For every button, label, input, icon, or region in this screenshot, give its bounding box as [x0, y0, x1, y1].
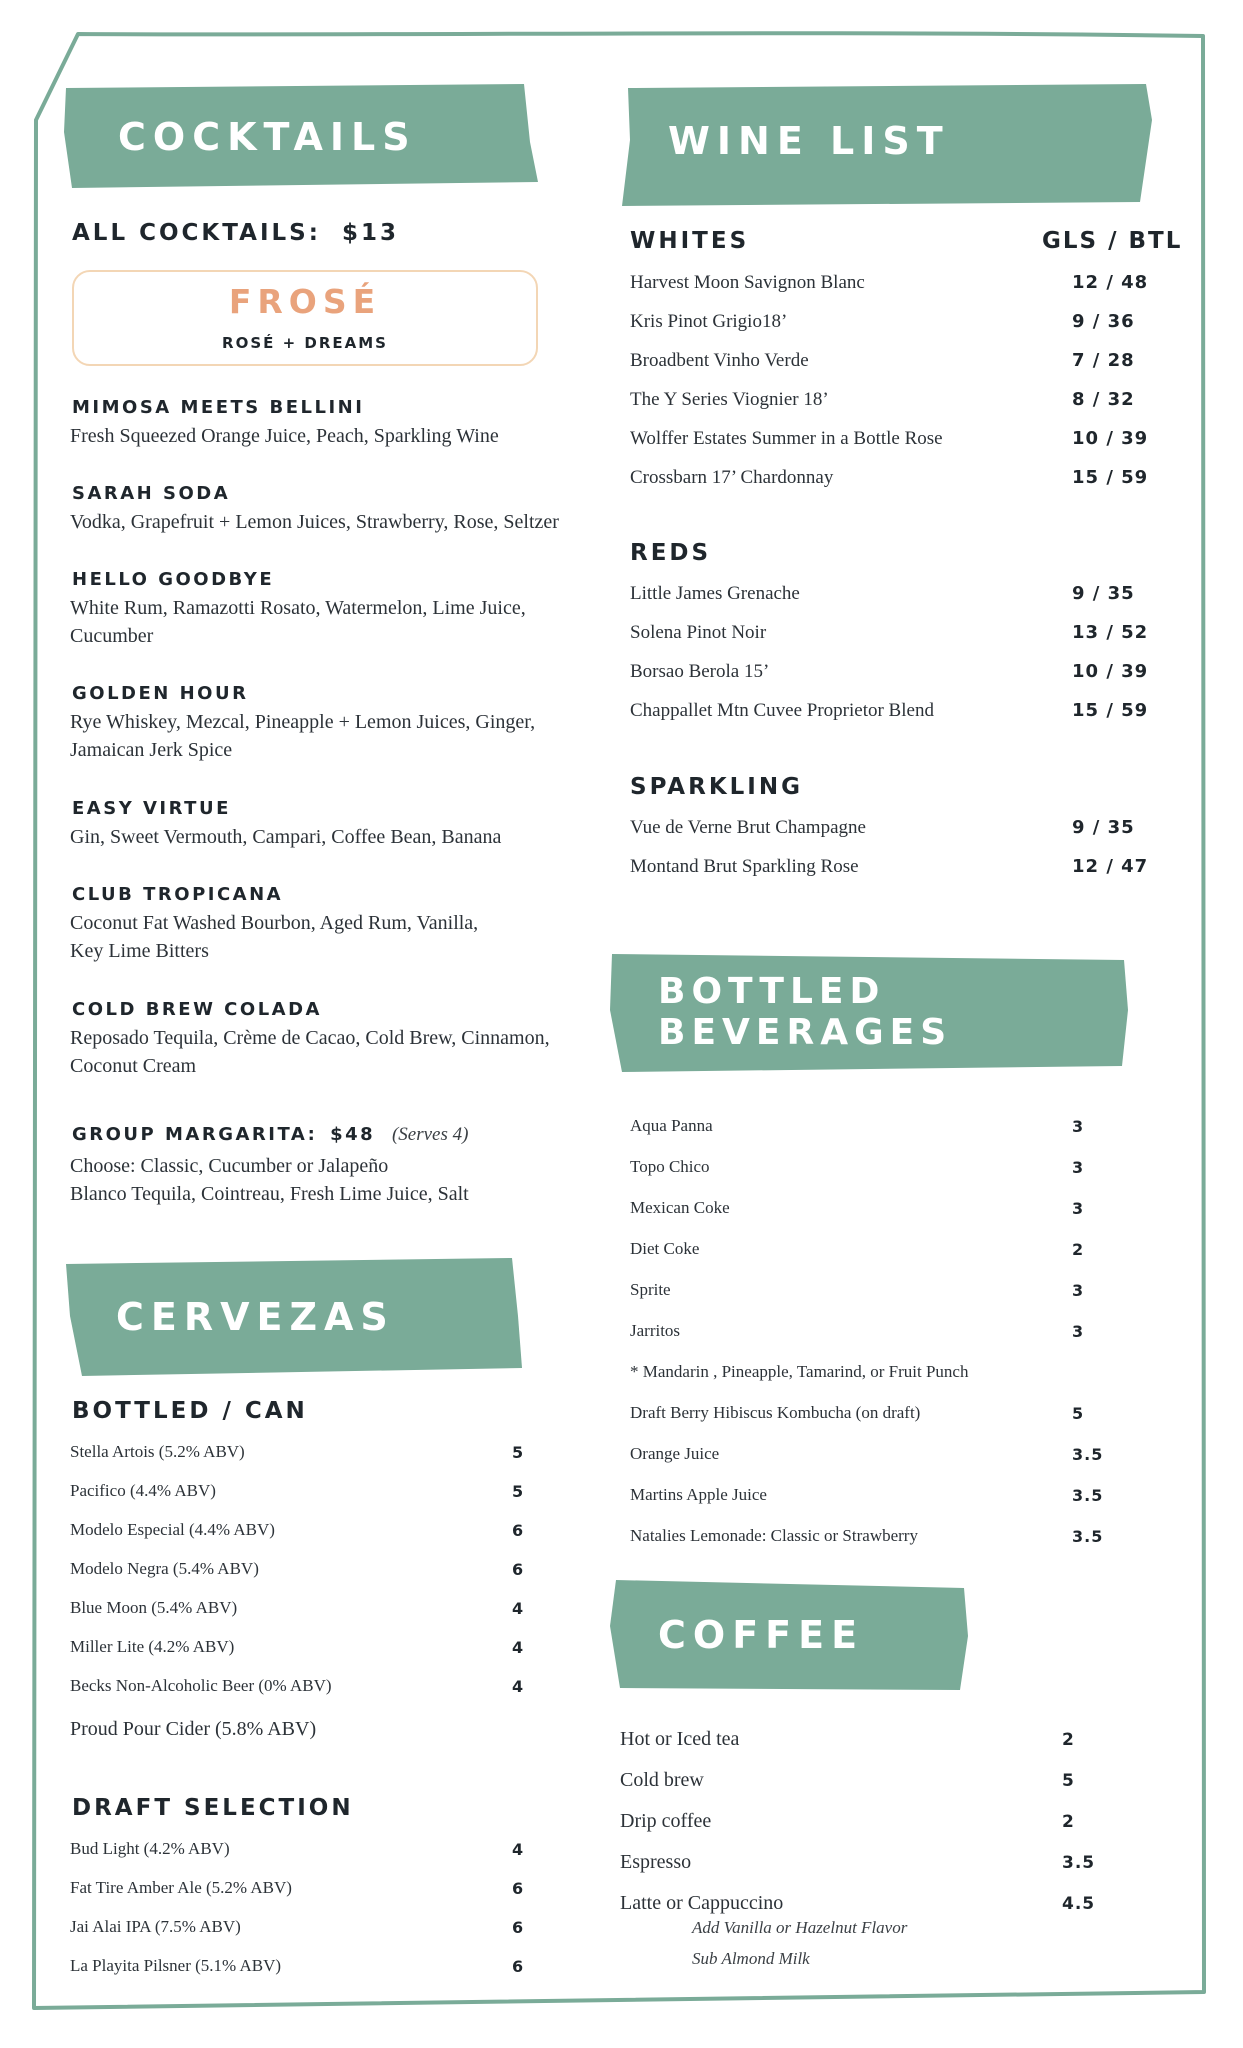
cocktail-desc: Cucumber	[70, 625, 154, 647]
cocktails-title: COCKTAILS	[118, 115, 417, 159]
wine-price: 13 / 52	[1072, 622, 1149, 643]
wine-item: Montand Brut Sparkling Rose	[630, 856, 859, 877]
coffee-item: Latte or Cappuccino	[620, 1892, 784, 1914]
beverage-price: 3.5	[1072, 1486, 1104, 1505]
wine-item: Kris Pinot Grigio18’	[630, 311, 788, 332]
wine-price: 10 / 39	[1072, 428, 1149, 449]
wine-item: Solena Pinot Noir	[630, 622, 767, 643]
wine-item: Crossbarn 17’ Chardonnay	[630, 467, 834, 488]
wine-price: 9 / 35	[1072, 583, 1135, 604]
wine-item: Wolffer Estates Summer in a Bottle Rose	[630, 428, 943, 449]
coffee-price: 2	[1062, 1812, 1075, 1832]
beer-item: Pacifico (4.4% ABV)	[70, 1481, 216, 1500]
beverage-item: Diet Coke	[630, 1239, 700, 1258]
wine-price: 9 / 35	[1072, 817, 1135, 838]
beverage-item: Martins Apple Juice	[630, 1485, 767, 1504]
beer-price: 6	[512, 1879, 525, 1898]
bottled-beverages-banner	[608, 950, 1130, 1074]
cocktail-desc: Rye Whiskey, Mezcal, Pineapple + Lemon Juices, Ginger,	[70, 711, 536, 733]
beverage-item: Orange Juice	[630, 1444, 720, 1463]
beverage-price: 3	[1072, 1281, 1085, 1300]
cider-item: Proud Pour Cider (5.8% ABV)	[70, 1718, 317, 1740]
cocktail-desc: Gin, Sweet Vermouth, Campari, Coffee Bean, Banana	[70, 826, 502, 848]
beverage-item: * Mandarin , Pineapple, Tamarind, or Fruit Punch	[630, 1362, 969, 1381]
cocktail-name: CLUB TROPICANA	[72, 884, 284, 905]
beer-price: 6	[512, 1957, 525, 1976]
group-margarita-desc: Choose: Classic, Cucumber or Jalapeño	[70, 1155, 389, 1177]
cervezas-title: CERVEZAS	[116, 1295, 395, 1339]
cocktail-desc: Coconut Fat Washed Bourbon, Aged Rum, Vanilla,	[70, 912, 479, 934]
beer-price: 4	[512, 1677, 525, 1696]
whites-header: WHITES	[630, 228, 750, 254]
group-margarita-line	[72, 1124, 468, 1146]
beverage-price: 3	[1072, 1117, 1085, 1136]
beer-price: 6	[512, 1918, 525, 1937]
beer-item: La Playita Pilsner (5.1% ABV)	[70, 1956, 282, 1975]
beverage-item: Topo Chico	[630, 1157, 710, 1176]
wine-banner	[620, 80, 1154, 208]
frose-title: FROSÉ	[228, 282, 382, 321]
coffee-item: Cold brew	[620, 1769, 704, 1791]
cocktail-name: EASY VIRTUE	[72, 798, 231, 819]
group-margarita-price: $48	[330, 1124, 376, 1145]
cocktail-desc: Key Lime Bitters	[70, 940, 209, 962]
beverage-price: 2	[1072, 1240, 1085, 1259]
beer-item: Blue Moon (5.4% ABV)	[70, 1598, 238, 1617]
all-cocktails-label: ALL COCKTAILS:	[72, 220, 321, 246]
beverage-price: 3	[1072, 1199, 1085, 1218]
coffee-price: 4.5	[1062, 1894, 1096, 1914]
wine-price: 15 / 59	[1072, 700, 1149, 721]
coffee-banner	[608, 1576, 970, 1694]
cocktail-name: MIMOSA MEETS BELLINI	[72, 397, 365, 418]
bottled-can-header: BOTTLED / CAN	[72, 1398, 308, 1424]
wine-item: Borsao Berola 15’	[630, 661, 770, 682]
beverage-item: Draft Berry Hibiscus Kombucha (on draft)	[630, 1403, 921, 1422]
coffee-item: Hot or Iced tea	[620, 1728, 740, 1750]
cocktail-desc: Fresh Squeezed Orange Juice, Peach, Sparkling Wine	[70, 425, 499, 447]
wine-title: WINE LIST	[668, 119, 950, 163]
beer-item: Stella Artois (5.2% ABV)	[70, 1442, 245, 1461]
cocktail-desc: Reposado Tequila, Crème de Cacao, Cold Brew, Cinnamon,	[70, 1027, 550, 1049]
coffee-item: Espresso	[620, 1851, 692, 1873]
beverage-item: Mexican Coke	[630, 1198, 730, 1217]
draft-header: DRAFT SELECTION	[72, 1795, 354, 1821]
beverage-price: 3	[1072, 1322, 1085, 1341]
cocktail-name: COLD BREW COLADA	[72, 999, 322, 1020]
cocktail-name: SARAH SODA	[72, 483, 231, 504]
group-margarita-serves: (Serves 4)	[391, 1124, 469, 1145]
coffee-price: 5	[1062, 1771, 1075, 1791]
coffee-title: COFFEE	[658, 1613, 865, 1657]
wine-item: Harvest Moon Savignon Blanc	[630, 272, 865, 293]
gls-btl-header: GLS / BTL	[1042, 228, 1183, 254]
wine-price: 12 / 47	[1072, 856, 1149, 877]
beer-price: 5	[512, 1443, 525, 1462]
cocktails-banner	[62, 82, 540, 192]
beer-item: Becks Non-Alcoholic Beer (0% ABV)	[70, 1676, 332, 1695]
wine-item: Vue de Verne Brut Champagne	[630, 817, 866, 838]
coffee-item: Drip coffee	[620, 1810, 712, 1832]
beer-price: 4	[512, 1638, 525, 1657]
beverage-item: Sprite	[630, 1280, 671, 1299]
all-cocktails-line	[72, 220, 399, 246]
wine-price: 10 / 39	[1072, 661, 1149, 682]
coffee-price: 3.5	[1062, 1853, 1096, 1873]
group-margarita-desc: Blanco Tequila, Cointreau, Fresh Lime Juice, Salt	[70, 1183, 469, 1205]
beer-price: 5	[512, 1482, 525, 1501]
coffee-note: Sub Almond Milk	[692, 1949, 810, 1968]
beverage-item: Natalies Lemonade: Classic or Strawberry	[630, 1526, 918, 1545]
wine-item: Little James Grenache	[630, 583, 800, 604]
beer-item: Modelo Especial (4.4% ABV)	[70, 1520, 275, 1539]
frose-box	[72, 270, 538, 366]
cocktail-desc: Jamaican Jerk Spice	[70, 739, 233, 761]
beer-price: 6	[512, 1521, 525, 1540]
wine-item: Broadbent Vinho Verde	[630, 350, 809, 371]
wine-price: 15 / 59	[1072, 467, 1149, 488]
group-margarita-name: GROUP MARGARITA:	[72, 1124, 318, 1145]
cocktail-name: HELLO GOODBYE	[72, 569, 275, 590]
cocktail-name: GOLDEN HOUR	[72, 683, 249, 704]
cocktail-desc: Vodka, Grapefruit + Lemon Juices, Strawberry, Rose, Seltzer	[70, 511, 559, 533]
beverage-item: Aqua Panna	[630, 1116, 713, 1135]
bottled-beverages-title: BOTTLED BEVERAGES	[658, 971, 953, 1053]
beverage-item: Jarritos	[630, 1321, 681, 1340]
beverage-price: 5	[1072, 1404, 1085, 1423]
beer-item: Jai Alai IPA (7.5% ABV)	[70, 1917, 241, 1936]
frose-subtitle: ROSÉ + DREAMS	[222, 334, 388, 352]
beer-item: Fat Tire Amber Ale (5.2% ABV)	[70, 1878, 292, 1897]
beer-price: 4	[512, 1840, 525, 1859]
wine-price: 7 / 28	[1072, 350, 1135, 371]
beverage-price: 3.5	[1072, 1527, 1104, 1546]
reds-header: REDS	[630, 540, 712, 566]
cervezas-banner	[62, 1256, 524, 1378]
beer-price: 6	[512, 1560, 525, 1579]
cocktail-desc: White Rum, Ramazotti Rosato, Watermelon, Lime Juice,	[70, 597, 526, 619]
beer-item: Modelo Negra (5.4% ABV)	[70, 1559, 259, 1578]
cocktail-desc: Coconut Cream	[70, 1055, 197, 1077]
wine-item: The Y Series Viognier 18’	[630, 389, 829, 410]
beer-item: Bud Light (4.2% ABV)	[70, 1839, 230, 1858]
wine-price: 12 / 48	[1072, 272, 1149, 293]
beer-item: Miller Lite (4.2% ABV)	[70, 1637, 235, 1656]
sparkling-header: SPARKLING	[630, 774, 803, 800]
wine-item: Chappallet Mtn Cuvee Proprietor Blend	[630, 700, 934, 721]
beer-price: 4	[512, 1599, 525, 1618]
beverage-price: 3	[1072, 1158, 1085, 1177]
coffee-note: Add Vanilla or Hazelnut Flavor	[692, 1918, 908, 1937]
coffee-price: 2	[1062, 1730, 1075, 1750]
wine-price: 8 / 32	[1072, 389, 1135, 410]
wine-price: 9 / 36	[1072, 311, 1135, 332]
all-cocktails-price: $13	[341, 220, 399, 246]
beverage-price: 3.5	[1072, 1445, 1104, 1464]
